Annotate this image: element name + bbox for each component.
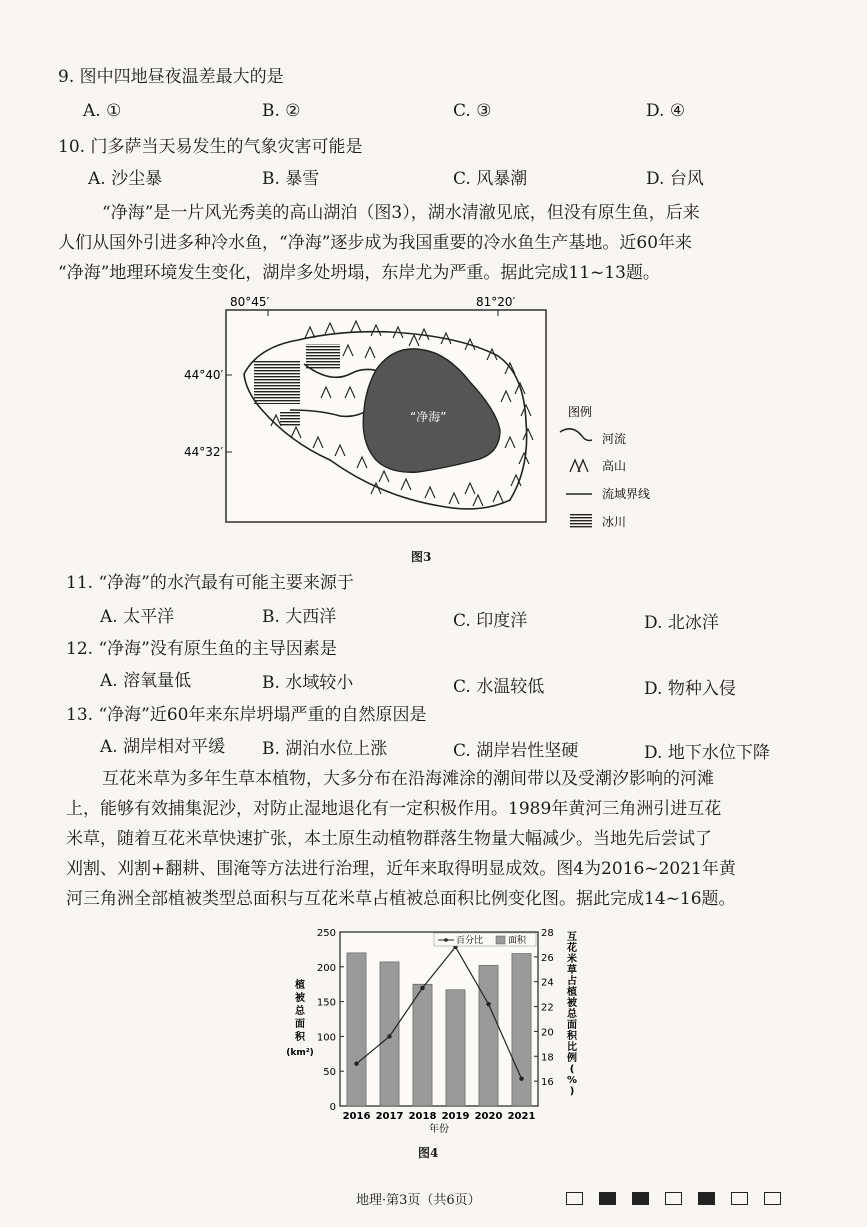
legend-label-area: 面积 bbox=[508, 936, 527, 946]
q10-option-a: A. 沙尘暴 bbox=[88, 169, 163, 189]
glacier-legend-icon bbox=[570, 514, 592, 528]
y-tick-label: 250 bbox=[316, 928, 336, 939]
lon-label-right: 81°20′ bbox=[476, 295, 516, 309]
lat-label-bottom: 44°32′ bbox=[184, 445, 224, 459]
point-percentage bbox=[354, 1062, 358, 1066]
bar-area bbox=[413, 984, 432, 1106]
q10-option-d: D. 台风 bbox=[646, 169, 704, 189]
q9-option-d: D. ④ bbox=[646, 101, 686, 121]
point-percentage bbox=[486, 1002, 490, 1006]
chart-legend bbox=[434, 933, 536, 946]
q11-option-b: B. 大西洋 bbox=[262, 607, 337, 627]
q11-option-d: D. 北冰洋 bbox=[644, 613, 719, 633]
x-tick-label: 2017 bbox=[375, 1111, 404, 1122]
q13-option-a: A. 湖岸相对平缓 bbox=[100, 737, 226, 757]
glacier-west bbox=[254, 360, 300, 404]
figure-4-chart bbox=[284, 924, 584, 1146]
passage-1-line: “净海”地理环境发生变化，湖岸多处坍塌，东岸尤为严重。据此完成11~13题。 bbox=[58, 263, 660, 283]
x-tick-label: 2016 bbox=[342, 1111, 371, 1122]
y2-tick-label: 28 bbox=[541, 928, 554, 939]
passage-2-line: 米草，随着互花米草快速扩张，本土原生动植物群落生物量大幅减少。当地先后尝试了 bbox=[66, 829, 712, 849]
bar-area bbox=[512, 954, 531, 1106]
footer-mark-box bbox=[698, 1192, 715, 1205]
bar-area bbox=[479, 965, 498, 1106]
y-tick-label: 200 bbox=[316, 962, 336, 974]
y-tick-label: 50 bbox=[323, 1067, 336, 1079]
y2-tick-label: 24 bbox=[541, 977, 554, 989]
q9-option-a: A. ① bbox=[83, 101, 122, 121]
footer-mark-box bbox=[731, 1192, 748, 1205]
q13-stem: 13. “净海”近60年来东岸坍塌严重的自然原因是 bbox=[66, 705, 427, 725]
bar-area bbox=[380, 962, 399, 1106]
q9-stem: 9. 图中四地昼夜温差最大的是 bbox=[58, 67, 284, 87]
passage-1-line: “净海”是一片风光秀美的高山湖泊（图3），湖水清澈见底，但没有原生鱼，后来 bbox=[102, 203, 700, 223]
x-axis-label: 年份 bbox=[429, 1124, 449, 1135]
y-tick-label: 100 bbox=[316, 1032, 336, 1044]
legend-boundary: 流域界线 bbox=[602, 487, 651, 501]
legend-point-icon bbox=[444, 938, 448, 942]
x-tick-label: 2019 bbox=[441, 1111, 470, 1122]
legend-bar-icon bbox=[496, 936, 505, 944]
footer-mark-box bbox=[764, 1192, 781, 1205]
y2-tick-label: 26 bbox=[541, 952, 554, 964]
legend-river: 河流 bbox=[602, 432, 627, 446]
river-legend-icon bbox=[560, 429, 592, 441]
x-tick-label: 2020 bbox=[474, 1111, 503, 1122]
passage-1 bbox=[58, 198, 828, 288]
q12-stem: 12. “净海”没有原生鱼的主导因素是 bbox=[66, 639, 337, 659]
q9-option-b: B. ② bbox=[262, 101, 301, 121]
q12-option-b: B. 水域较小 bbox=[262, 673, 354, 693]
footer-mark-box bbox=[665, 1192, 682, 1205]
legend-mountain: 高山 bbox=[602, 459, 627, 473]
y-tick-label: 0 bbox=[329, 1102, 336, 1113]
point-percentage bbox=[519, 1076, 523, 1080]
passage-2 bbox=[66, 764, 836, 914]
page-footer: 地理·第3页（共6页） bbox=[356, 1193, 481, 1208]
q13-option-b: B. 湖泊水位上涨 bbox=[262, 739, 388, 759]
q10-option-c: C. 风暴潮 bbox=[453, 169, 528, 189]
bar-area bbox=[347, 953, 366, 1106]
q11-option-c: C. 印度洋 bbox=[453, 611, 528, 631]
plot-area bbox=[340, 932, 538, 1106]
legend-label-percentage: 百分比 bbox=[456, 936, 484, 946]
y-axis-label: 植被总面积(km²) bbox=[286, 980, 314, 1058]
mountain-legend-icon bbox=[570, 460, 588, 472]
q10-option-b: B. 暴雪 bbox=[262, 169, 320, 189]
passage-2-line: 上，能够有效捕集泥沙，对防止湿地退化有一定积极作用。1989年黄河三角洲引进互花 bbox=[66, 799, 722, 819]
q11-option-a: A. 太平洋 bbox=[100, 607, 175, 627]
lat-label-top: 44°40′ bbox=[184, 368, 224, 382]
q11-stem: 11. “净海”的水汽最有可能主要来源于 bbox=[66, 573, 354, 593]
footer-mark-box bbox=[632, 1192, 649, 1205]
point-percentage bbox=[420, 986, 424, 990]
q10-stem: 10. 门多萨当天易发生的气象灾害可能是 bbox=[58, 137, 363, 157]
y2-tick-label: 20 bbox=[541, 1027, 554, 1039]
x-tick-label: 2021 bbox=[507, 1111, 536, 1122]
legend-title: 图例 bbox=[568, 405, 593, 419]
figure-4-caption: 图4 bbox=[418, 1146, 439, 1160]
glacier-south bbox=[280, 412, 300, 426]
passage-1-line: 人们从国外引进多种冷水鱼，“净海”逐步成为我国重要的冷水鱼生产基地。近60年来 bbox=[58, 233, 693, 253]
q12-option-c: C. 水温较低 bbox=[453, 677, 545, 697]
q12-option-d: D. 物种入侵 bbox=[644, 679, 736, 699]
q9-option-c: C. ③ bbox=[453, 101, 492, 121]
y2-axis-label: 互花米草占植被总面积比例( % ) bbox=[566, 932, 578, 1097]
passage-2-line: 刈割、刈割+翻耕、围淹等方法进行治理，近年来取得明显成效。图4为2016~2021年黄 bbox=[66, 859, 736, 879]
passage-2-line: 河三角洲全部植被类型总面积与互花米草占植被总面积比例变化图。据此完成14~16题。 bbox=[66, 889, 736, 909]
footer-mark-box bbox=[599, 1192, 616, 1205]
figure-3-caption: 图3 bbox=[411, 550, 432, 564]
y2-tick-label: 16 bbox=[541, 1077, 554, 1089]
footer-marks bbox=[566, 1190, 797, 1209]
lake-label: “净海” bbox=[410, 410, 447, 424]
x-tick-label: 2018 bbox=[408, 1111, 437, 1122]
figure-3-map bbox=[180, 292, 680, 564]
q13-option-d: D. 地下水位下降 bbox=[644, 743, 770, 763]
y2-tick-label: 18 bbox=[541, 1052, 554, 1064]
passage-2-line: 互花米草为多年生草本植物，大多分布在沿海滩涂的潮间带以及受潮汐影响的河滩 bbox=[102, 769, 714, 789]
y-tick-label: 150 bbox=[316, 997, 336, 1009]
q12-option-a: A. 溶氧量低 bbox=[100, 671, 192, 691]
point-percentage bbox=[387, 1034, 391, 1038]
q13-option-c: C. 湖岸岩性坚硬 bbox=[453, 741, 579, 761]
legend-glacier: 冰川 bbox=[602, 515, 627, 529]
bar-area bbox=[446, 990, 465, 1106]
lon-label-left: 80°45′ bbox=[230, 295, 270, 309]
y2-tick-label: 22 bbox=[541, 1002, 554, 1014]
footer-mark-box bbox=[566, 1192, 583, 1205]
glacier-north bbox=[306, 344, 340, 370]
